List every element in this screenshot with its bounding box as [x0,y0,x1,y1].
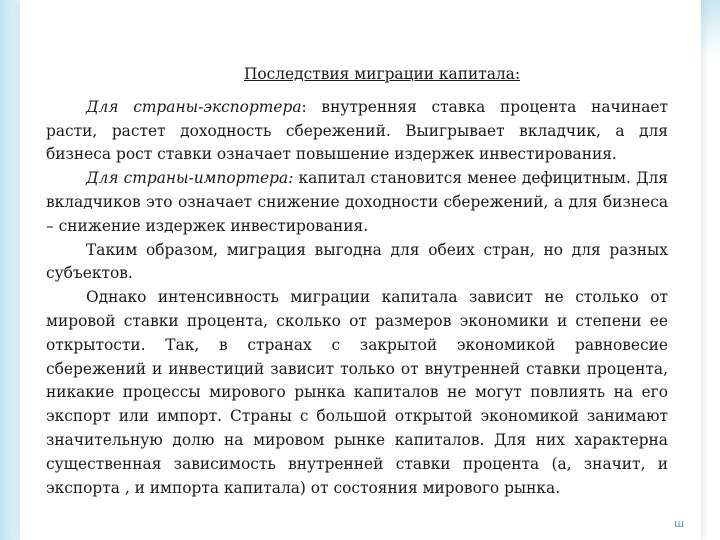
intensity-paragraph: Однако интенсивность миграции капитала зависит не столько от мировой ставки процента, сколько от размеров экономики и степени ее открытости. Так, в странах с закрытой экономикой равновесие сбережений и инвестиций зависит только от внутренней ставки процента, никакие процессы мирового рынка капиталов не могут повлиять на его экспорт или импорт. Страны с большой открытой экономикой занимают значительную долю на мировом рынке капиталов. Для них характерна существенная зависимость внутренней ставки процента (а, значит, и экспорта , и импорта капитала) от состояния мирового рынка. [46,288,668,497]
importer-lead: Для страны-импортера: [86,169,294,188]
conclusion-paragraph: Таким образом, миграция выгодна для обеих стран, но для разных субъектов. [46,240,668,283]
exporter-lead: Для страны-экспортера [86,97,302,116]
exporter-text: : внутренняя ставка процента начинает расти, растет доходность сбережений. Выигрывает вкладчик, а для бизнеса рост ставки означает повышение издержек инвестирования. [46,97,668,164]
slide-number: ш [674,517,685,530]
exporter-paragraph [46,96,668,167]
slide-content [46,63,668,500]
importer-text: капитал становится менее дефицитным. Для вкладчиков это означает снижение доходности сбережений, а для бизнеса – снижение издержек инвестирования. [46,169,668,235]
slide-title: Последствия миграции капитала: [243,65,521,83]
importer-paragraph [46,167,668,238]
